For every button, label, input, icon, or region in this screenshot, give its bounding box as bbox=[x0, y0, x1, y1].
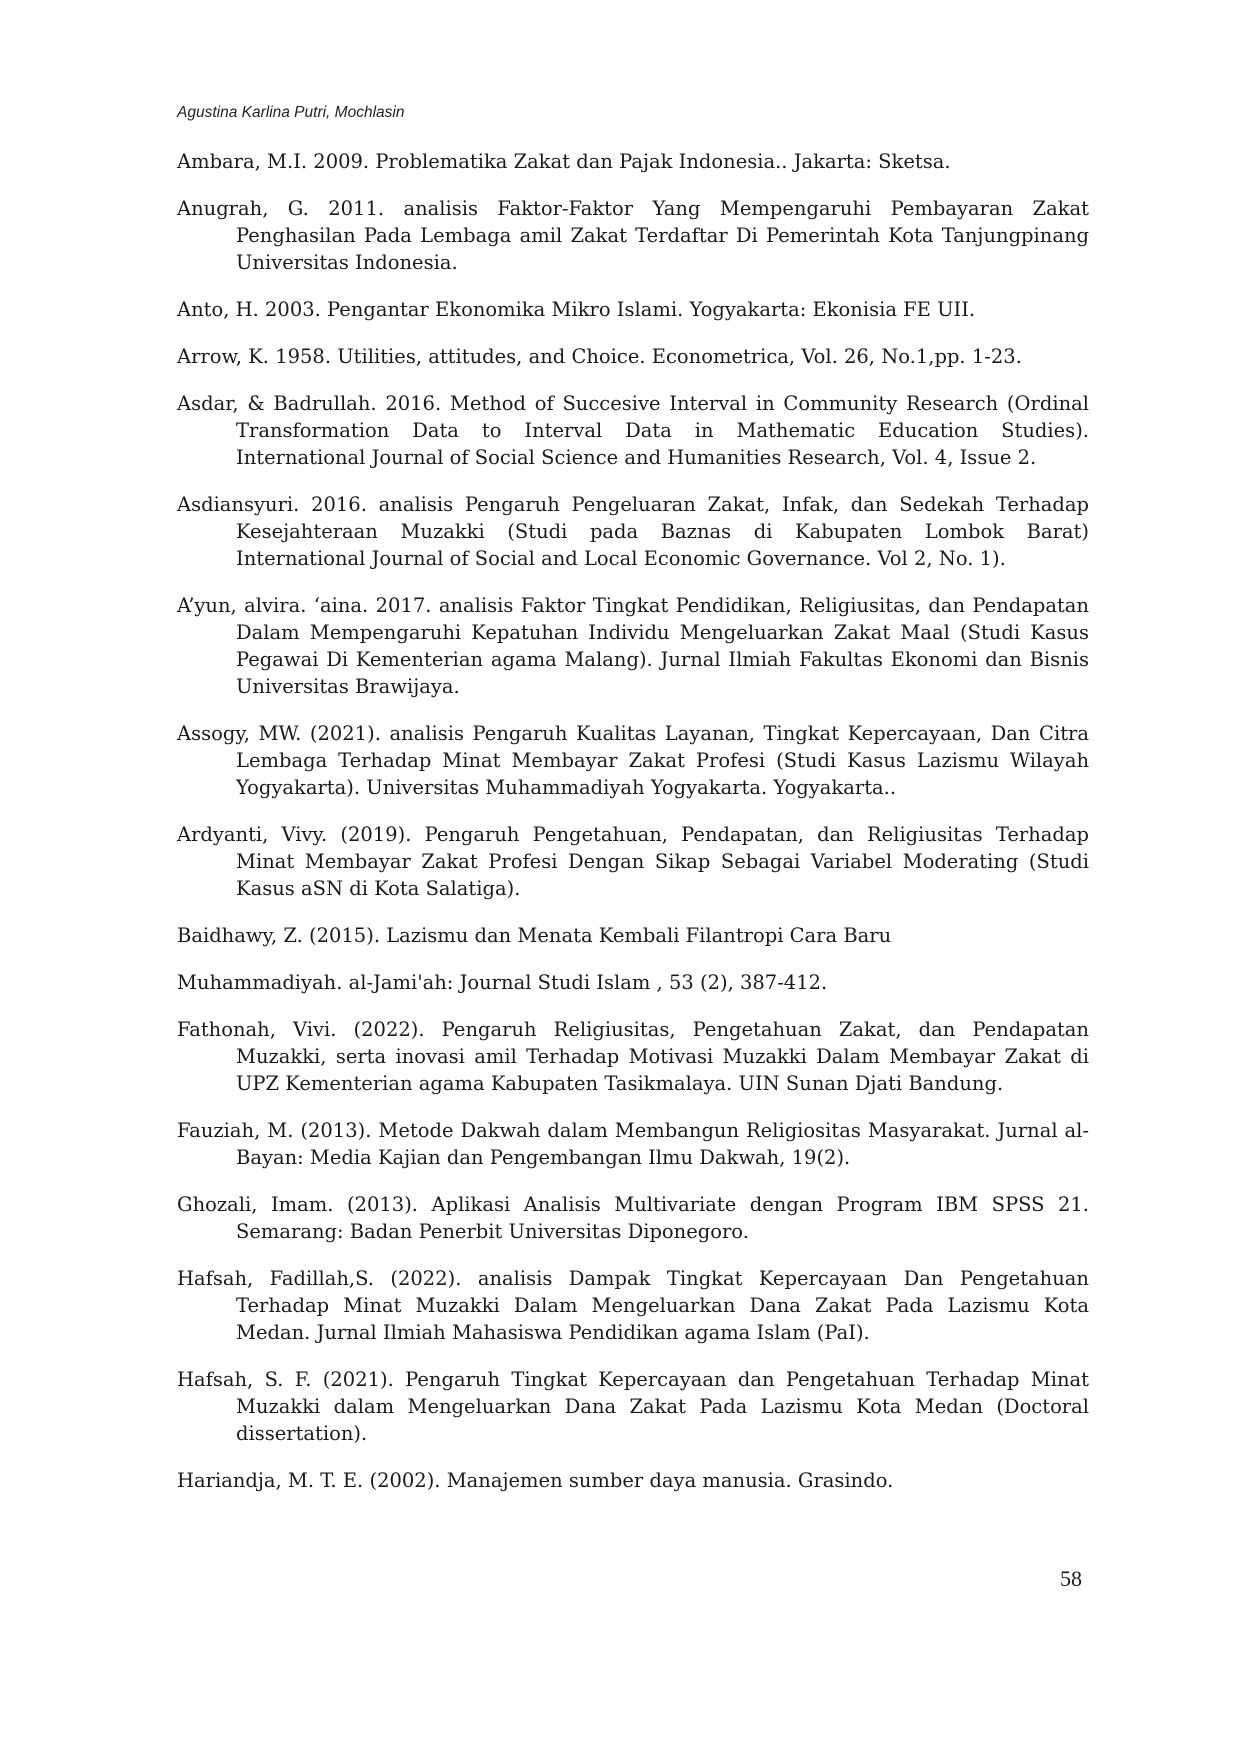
reference-entry: Asdiansyuri. 2016. analisis Pengaruh Pengeluaran Zakat, Infak, dan Sedekah Terhadap Kesejahteraan Muzakki (Studi pada Baznas di Kabupaten Lombok Barat) International Journal of Social and Local Economic Governance. Vol 2, No. 1). bbox=[177, 493, 1089, 570]
reference-entry: A’yun, alvira. ‘aina. 2017. analisis Faktor Tingkat Pendidikan, Religiusitas, dan Pendapatan Dalam Mempengaruhi Kepatuhan Individu Mengeluarkan Zakat Maal (Studi Kasus Pegawai Di Kementerian agama Malang). Jurnal Ilmiah Fakultas Ekonomi dan Bisnis Universitas Brawijaya. bbox=[177, 594, 1089, 698]
reference-entry: Fauziah, M. (2013). Metode Dakwah dalam Membangun Religiositas Masyarakat. Jurnal al-Bayan: Media Kajian dan Pengembangan Ilmu Dakwah, 19(2). bbox=[177, 1119, 1089, 1169]
reference-entry: Asdar, & Badrullah. 2016. Method of Succesive Interval in Community Research (Ordinal Transformation Data to Interval Data in Mathematic Education Studies). International Journal of Social Science and Humanities Research, Vol. 4, Issue 2. bbox=[177, 392, 1089, 469]
reference-entry: Assogy, MW. (2021). analisis Pengaruh Kualitas Layanan, Tingkat Kepercayaan, Dan Citra Lembaga Terhadap Minat Membayar Zakat Profesi (Studi Kasus Lazismu Wilayah Yogyakarta). Universitas Muhammadiyah Yogyakarta. Yogyakarta.. bbox=[177, 722, 1089, 799]
reference-entry: Ghozali, Imam. (2013). Aplikasi Analisis Multivariate dengan Program IBM SPSS 21. Semarang: Badan Penerbit Universitas Diponegoro. bbox=[177, 1193, 1089, 1243]
reference-entry: Hafsah, S. F. (2021). Pengaruh Tingkat Kepercayaan dan Pengetahuan Terhadap Minat Muzakki dalam Mengeluarkan Dana Zakat Pada Lazismu Kota Medan (Doctoral dissertation). bbox=[177, 1368, 1089, 1445]
running-header-authors: Agustina Karlina Putri, Mochlasin bbox=[177, 104, 405, 121]
reference-entry: Arrow, K. 1958. Utilities, attitudes, and Choice. Econometrica, Vol. 26, No.1,pp. 1-23. bbox=[177, 345, 1022, 368]
reference-entry: Ardyanti, Vivy. (2019). Pengaruh Pengetahuan, Pendapatan, dan Religiusitas Terhadap Minat Membayar Zakat Profesi Dengan Sikap Sebagai Variabel Moderating (Studi Kasus aSN di Kota Salatiga). bbox=[177, 823, 1089, 900]
reference-entry: Hariandja, M. T. E. (2002). Manajemen sumber daya manusia. Grasindo. bbox=[177, 1469, 894, 1492]
reference-entry: Muhammadiyah. al-Jami'ah: Journal Studi Islam , 53 (2), 387-412. bbox=[177, 971, 828, 994]
reference-entry: Anto, H. 2003. Pengantar Ekonomika Mikro Islami. Yogyakarta: Ekonisia FE UII. bbox=[177, 298, 976, 321]
reference-entry: Hafsah, Fadillah,S. (2022). analisis Dampak Tingkat Kepercayaan Dan Pengetahuan Terhadap Minat Muzakki Dalam Mengeluarkan Dana Zakat Pada Lazismu Kota Medan. Jurnal Ilmiah Mahasiswa Pendidikan agama Islam (PaI). bbox=[177, 1267, 1089, 1344]
reference-list bbox=[177, 148, 1089, 1514]
reference-entry: Baidhawy, Z. (2015). Lazismu dan Menata Kembali Filantropi Cara Baru bbox=[177, 924, 892, 947]
reference-entry: Anugrah, G. 2011. analisis Faktor-Faktor Yang Mempengaruhi Pembayaran Zakat Penghasilan Pada Lembaga amil Zakat Terdaftar Di Pemerintah Kota Tanjungpinang Universitas Indonesia. bbox=[177, 197, 1089, 274]
reference-entry: Fathonah, Vivi. (2022). Pengaruh Religiusitas, Pengetahuan Zakat, dan Pendapatan Muzakki, serta inovasi amil Terhadap Motivasi Muzakki Dalam Membayar Zakat di UPZ Kementerian agama Kabupaten Tasikmalaya. UIN Sunan Djati Bandung. bbox=[177, 1018, 1089, 1095]
reference-entry: Ambara, M.I. 2009. Problematika Zakat dan Pajak Indonesia.. Jakarta: Sketsa. bbox=[177, 150, 951, 173]
page-number: 58 bbox=[1060, 1566, 1082, 1591]
